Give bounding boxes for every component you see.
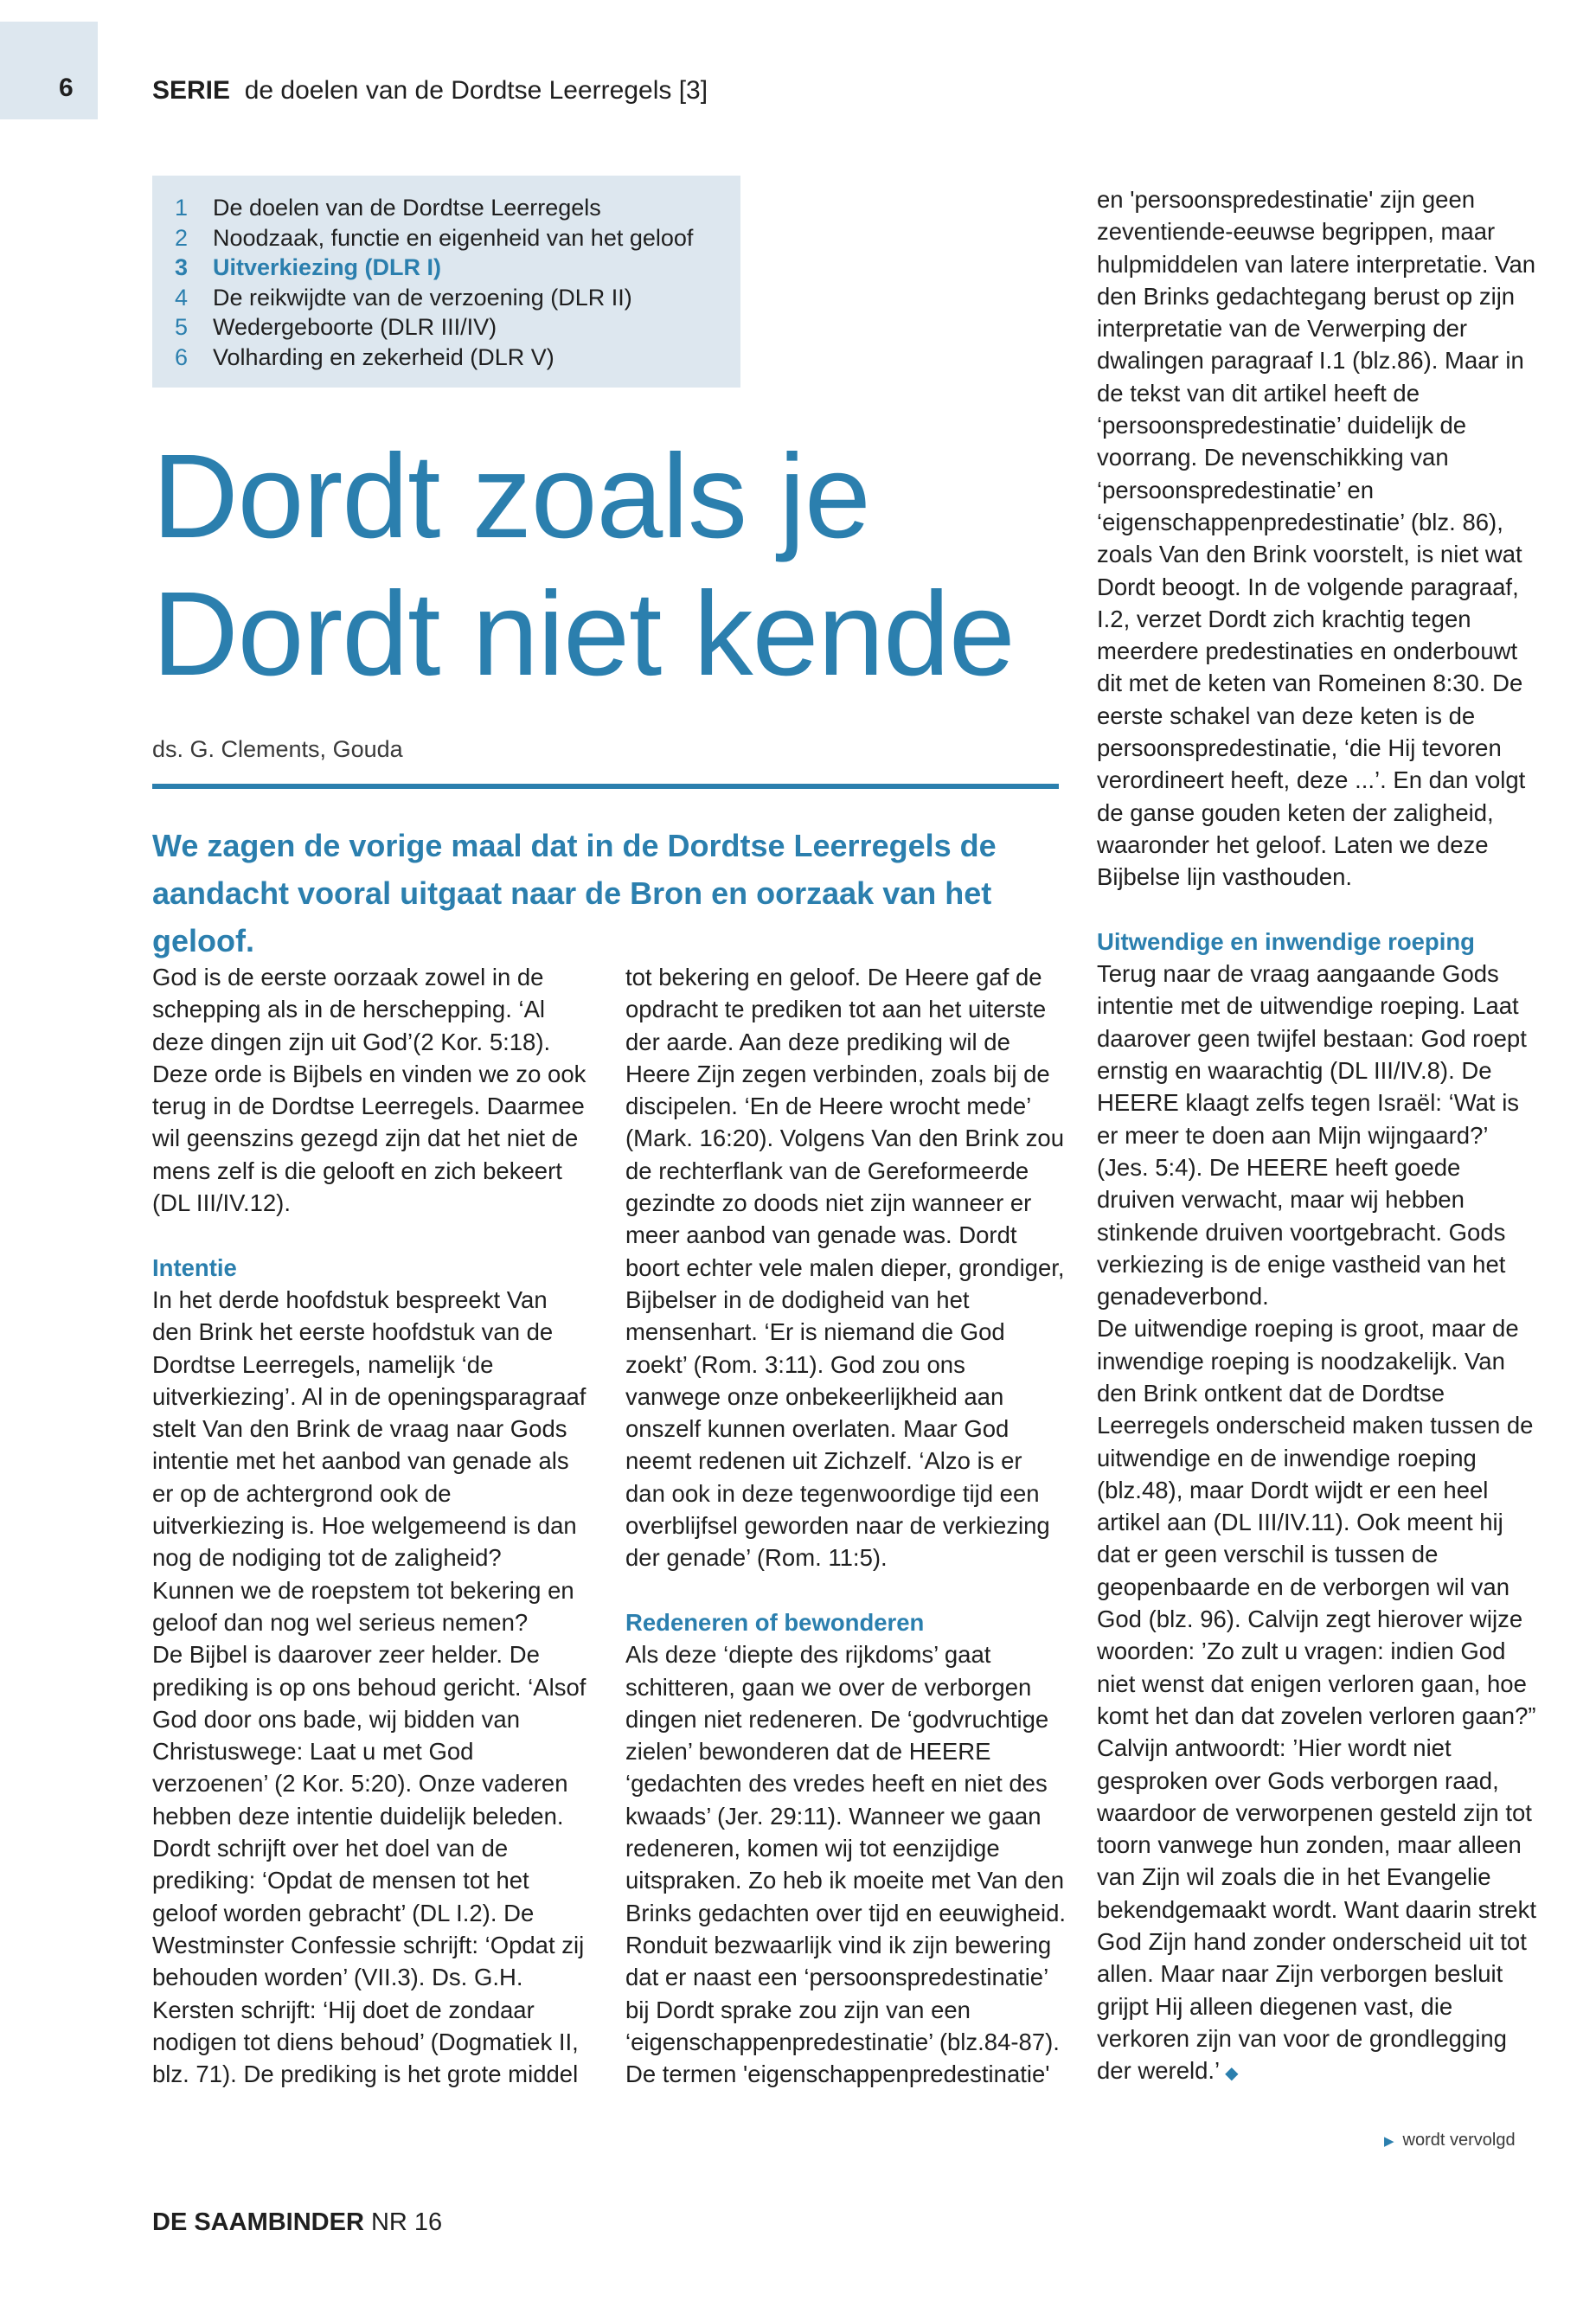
toc-label: Uitverkiezing (DLR I) — [213, 254, 442, 280]
toc-item — [175, 223, 740, 253]
body-paragraph: tot bekering en geloof. De Heere gaf de opdracht te prediken tot aan het uiterste der aarde. Aan deze prediking wil de Heere Zijn zegen verbinden, zoals bij de discipelen. ‘En de Heere wrocht mede’ (Mark. 16:20). Volgens Van den Brink zou de rechterflank van de Gereformeerde gezindte zo doods niet zijn wanneer er meer aanbod van genade was. Dordt boort echter vele malen dieper, grondiger, Bijbelser in de dodigheid van het mensenhart. ‘Er is niemand die God zoekt’ (Rom. 3:11). God zou ons vanwege onze onbekeerlijkheid aan onszelf kunnen overlaten. Maar God neemt redenen uit Zichzelf. ‘Alzo is er dan ook in deze tegenwoordige tijd een overblijfsel geworden naar de verkiezing der genade’ (Rom. 11:5). — [625, 964, 1065, 1572]
column-2 — [625, 961, 1067, 2090]
toc-item-current — [175, 253, 740, 283]
toc-item — [175, 343, 740, 373]
toc-label: De doelen van de Dordtse Leerregels — [213, 195, 601, 221]
column-3 — [1097, 183, 1538, 2091]
footer — [152, 2208, 442, 2237]
toc-number: 3 — [175, 254, 189, 280]
body-paragraph: God is de eerste oorzaak zowel in de schepping als in de herschepping. ‘Al deze dingen zijn uit God’(2 Kor. 5:18). Deze orde is Bijbels en vinden we zo ook terug in de Dordtse Leerregels. Daarmee wil geenszins gezegd zijn dat het niet de mens zelf is die gelooft en zich bekeert (DL III/IV.12). — [152, 964, 586, 1217]
title-line-1: Dordt zoals je — [152, 430, 870, 563]
magazine-name: DE SAAMBINDER — [152, 2208, 364, 2236]
end-diamond-icon: ◆ — [1225, 2064, 1239, 2084]
series-header — [152, 76, 708, 106]
issue-number: NR 16 — [370, 2208, 443, 2236]
body-paragraph: De Bijbel is daarover zeer helder. De prediking is op ons behoud gericht. ‘Alsof God door ons bade, wij bidden van Christuswege: Laat u met God verzoenen’ (2 Kor. 5:20). Onze vaderen hebben deze intentie duidelijk beleden. Dordt schrijft over het doel van de prediking: ‘Opdat de mensen tot het geloof worden gebracht’ (DL I.2). De Westminster Confessie schrijft: ‘Opdat zij behouden worden’ (VII.3). Ds. G.H. Kersten schrijft: ‘Hij doet de zondaar nodigen tot diens behoud’ (Dogmatiek II, blz. 71). De prediking is het grote middel — [152, 1641, 586, 2088]
subheading-redeneren: Redeneren of bewonderen — [625, 1608, 925, 1636]
toc-label: Volharding en zekerheid (DLR V) — [213, 343, 554, 370]
triangle-right-icon: ▶ — [1384, 2134, 1394, 2149]
toc-number: 2 — [175, 224, 189, 251]
page-number: 6 — [0, 22, 98, 119]
body-paragraph: In het derde hoofdstuk bespreekt Van den Brink het eerste hoofdstuk van de Dordtse Leerregels, namelijk ‘de uitverkiezing’. Al in de openingsparagraaf stelt Van den Brink de vraag naar Gods intentie met het aanbod van genade als er op de achtergrond ook de uitverkiezing is. Hoe welgemeend is dan nog de nodiging tot de zaligheid? Kunnen we de roepstem tot bekering en geloof dan nog wel serieus nemen? — [152, 1285, 586, 1636]
body-paragraph: en 'persoonspredestinatie' zijn geen zeventiende-eeuwse begrippen, maar hulpmiddelen van latere interpretatie. Van den Brinks gedachtegang berust op zijn interpretatie van de Verwerping der dwalingen paragraaf I.1 (blz.86). Maar in de tekst van dit artikel heeft de ‘persoonspredestinatie’ duidelijk de voorrang. De nevenschikking van ‘persoonspredestinatie’ en ‘eigenschappenpredestinatie’ (blz. 86), zoals Van den Brink voorstelt, is niet wat Dordt beoogt. In de volgende paragraaf, I.2, verzet Dordt zich krachtig tegen meerdere predestinaties en onderbouwt dit met de keten van Romeinen 8:30. De eerste schakel van deze keten is de persoonspredestinatie, ‘die Hij tevoren verordineert heeft, deze ...’. En dan volgt de ganse gouden keten der zaligheid, waaronder het geloof. Laten we deze Bijbelse lijn vasthouden. — [1097, 186, 1536, 891]
body-paragraph: Als deze ‘diepte des rijkdoms’ gaat schitteren, gaan we over de verborgen dingen niet redeneren. De ‘godvruchtige zielen’ bewonderen dat de HEERE ‘gedachten des vredes heeft en niet des kwaads’ (Jer. 29:11). Wanneer we gaan redeneren, komen wij tot eenzijdige uitspraken. Zo heb ik moeite met Van den Brinks gedachten over tijd en eeuwigheid. Ronduit bezwaarlijk vind ik zijn bewering dat er naast een ‘persoonspredestinatie’ bij Dordt sprake zou zijn van een ‘eigenschappenpredestinatie’ (blz.84-87). De termen 'eigenschappenpredestinatie' — [625, 1641, 1067, 2088]
series-toc — [152, 176, 740, 388]
article-title — [152, 428, 1069, 703]
toc-number: 6 — [175, 343, 189, 370]
toc-item — [175, 312, 740, 343]
continued-note — [1384, 2131, 1516, 2150]
series-title: de doelen van de Dordtse Leerregels [3] — [244, 76, 708, 105]
body-text: De uitwendige roeping is groot, maar de inwendige roeping is noodzakelijk. Van den Brink ontkent dat de Dordtse Leerregels onderscheid maken tussen de uitwendige en de inwendige roeping (blz.48), maar Dordt wijdt er een heel artikel aan (DL III/IV.11). Ook meent hij dat er geen verschil is tussen de geopenbaarde en de verborgen wil van God (blz. 96). Calvijn zegt hierover wijze woorden: ’Zo zult u vragen: indien God niet wenst dat enigen verloren gaan, hoe komt het dan dat zovelen verloren gaan?” Calvijn antwoordt: ’Hier wordt niet gesproken over Gods verborgen raad, waardoor de verworpenen gesteld zijn tot toorn vanwege hun zonden, maar alleen van Zijn wil zoals die in het Evangelie bekendgemaakt wordt. Want daarin strekt God Zijn hand zonder onderscheid uit tot allen. Maar naar Zijn verborgen besluit grijpt Hij alleen diegenen vast, die verkoren zijn van voor de grondlegging der wereld.’ — [1097, 1315, 1536, 2085]
column-1 — [152, 961, 589, 2090]
continued-label: wordt vervolgd — [1402, 2131, 1516, 2150]
subheading-intentie: Intentie — [152, 1253, 237, 1281]
toc-number: 4 — [175, 284, 189, 311]
toc-number: 1 — [175, 195, 189, 221]
toc-item — [175, 193, 740, 223]
body-paragraph: Terug naar de vraag aangaande Gods intentie met de uitwendige roeping. Laat daarover geen twijfel bestaan: God roept ernstig en waarachtig (DL III/IV.8). De HEERE klaagt zelfs tegen Israël: ‘Wat is er meer te doen aan Mijn wijngaard?’ (Jes. 5:4). De HEERE heeft goede druiven verwacht, maar wij hebben stinkende druiven voortgebracht. Gods verkiezing is de enige vastheid van het genadeverbond. — [1097, 960, 1527, 1311]
toc-number: 5 — [175, 314, 189, 340]
toc-label: Noodzaak, functie en eigenheid van het geloof — [213, 224, 694, 251]
toc-label: De reikwijdte van de verzoening (DLR II) — [213, 284, 632, 311]
title-line-2: Dordt niet kende — [152, 567, 1015, 701]
toc-item — [175, 283, 740, 313]
lead-paragraph: We zagen de vorige maal dat in de Dordtse Leerregels de aandacht vooral uitgaat naar de Bron en oorzaak van het geloof. — [152, 828, 997, 958]
toc-label: Wedergeboorte (DLR III/IV) — [213, 314, 497, 340]
subheading-roeping: Uitwendige en inwendige roeping — [1097, 927, 1475, 955]
series-label: SERIE — [152, 76, 231, 105]
author-byline: ds. G. Clements, Gouda — [152, 736, 403, 762]
title-divider — [152, 784, 1059, 789]
body-paragraph — [1097, 1312, 1538, 2090]
